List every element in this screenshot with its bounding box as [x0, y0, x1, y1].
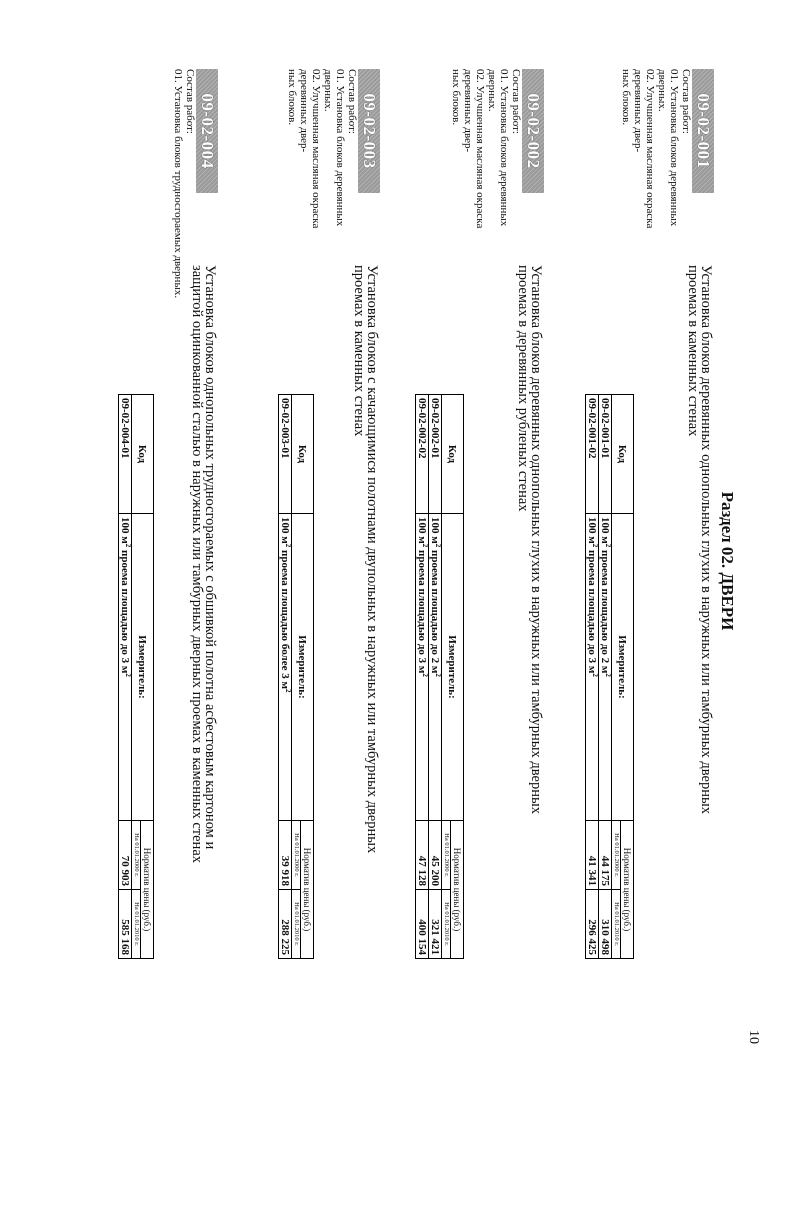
sostav-label: Состав работ:: [184, 69, 196, 134]
section-title: [686, 265, 712, 1205]
header-normativ: Норматив цены (руб.): [141, 821, 154, 959]
row-price-2000: 44 175: [599, 821, 612, 890]
work-item: 01. Установка блоков деревянных дверных.: [656, 69, 680, 227]
norm-table: [278, 394, 314, 959]
row-price-2000: 41 341: [586, 821, 599, 890]
norm-table: [585, 394, 634, 959]
sostav-label: Состав работ:: [346, 69, 358, 134]
section-title-line: проемах в деревянных рубленых стенах: [515, 265, 531, 512]
norm-table: [415, 394, 464, 959]
section-title-line: Установка блоков деревянных однопольных глухих в наружных или тамбурных дверных: [528, 265, 544, 814]
header-2010: На 01.01.2010 г.: [132, 890, 141, 959]
works-list: [172, 69, 184, 309]
header-izmeritel: Измеритель:: [132, 514, 154, 821]
row-price-2010: 288 225: [279, 890, 292, 959]
header-izmeritel: Измеритель:: [292, 514, 314, 821]
header-normativ: Норматив цены (руб.): [451, 821, 464, 959]
row-kod: 09-02-004-01: [119, 395, 132, 514]
works-list: [620, 69, 680, 249]
row-price-2010: 310 498: [599, 890, 612, 959]
section-code: 09-02-003: [358, 69, 380, 193]
header-kod: Код: [612, 395, 634, 514]
section-title: [352, 265, 378, 1205]
section-title-line: Установка блоков деревянных однопольных глухих в наружных или тамбурных дверных: [698, 265, 714, 814]
work-item: 01. Установка блоков деревянных дверных.: [322, 69, 346, 227]
page-title: Раздел 02. ДВЕРИ: [718, 491, 737, 631]
row-izmeritel: 100 $м^2$ проема площадью более 3 $м^2$: [279, 514, 292, 821]
header-kod: Код: [132, 395, 154, 514]
row-izmeritel: 100 $м^2$ проема площадью до 3 $м^2$: [119, 514, 132, 821]
section-title-line: Установка блоков однопольных трудносгораемых с обшивкой полотна асбестовым картоном и: [202, 265, 218, 850]
section-code: 09-02-002: [522, 69, 544, 193]
table-row: [599, 395, 612, 959]
table-row: [279, 395, 292, 959]
row-kod: 09-02-001-02: [586, 395, 599, 514]
header-2010: На 01.01.2010 г.: [612, 890, 621, 959]
table-row: [586, 395, 599, 959]
row-kod: 09-02-003-01: [279, 395, 292, 514]
section-title-line: проемах в каменных стенах: [685, 265, 701, 437]
row-izmeritel: 100 $м^2$ проема площадью до 2 $м^2$: [429, 514, 442, 821]
header-normativ: Норматив цены (руб.): [301, 821, 314, 959]
header-kod: Код: [292, 395, 314, 514]
row-price-2000: 47 128: [416, 821, 429, 890]
work-item: 01. Установка блоков трудносгораемых дверных.: [172, 69, 184, 299]
row-price-2000: 70 903: [119, 821, 132, 890]
table-row: [429, 395, 442, 959]
section-title-line: защитой оцинкованной сталью в наружных или тамбурных дверных проемах в каменных стенах: [189, 265, 205, 864]
section-code: 09-02-004: [196, 69, 218, 193]
work-item: ных блоков.: [286, 69, 298, 126]
row-kod: 09-02-001-01: [599, 395, 612, 514]
row-price-2010: 585 168: [119, 890, 132, 959]
works-list: [450, 69, 510, 249]
row-izmeritel: 100 $м^2$ проема площадью до 3 $м^2$: [416, 514, 429, 821]
section-title-line: проемах в каменных стенах: [351, 265, 367, 437]
work-item: 02. Улучшенная масляная окраска деревянных двер-: [632, 69, 656, 229]
norm-table: [118, 394, 154, 959]
work-item: 02. Улучшенная масляная окраска деревянных двер-: [298, 69, 322, 229]
sostav-label: Состав работ:: [510, 69, 522, 134]
row-kod: 09-02-002-02: [416, 395, 429, 514]
header-2010: На 01.01.2010 г.: [292, 890, 301, 959]
header-izmeritel: Измеритель:: [442, 514, 464, 821]
row-price-2010: 321 421: [429, 890, 442, 959]
header-izmeritel: Измеритель:: [612, 514, 634, 821]
row-kod: 09-02-002-01: [429, 395, 442, 514]
row-izmeritel: 100 $м^2$ проема площадью до 2 $м^2$: [599, 514, 612, 821]
header-kod: Код: [442, 395, 464, 514]
table-row: [119, 395, 132, 959]
work-item: 02. Улучшенная масляная окраска деревянных двер-: [462, 69, 486, 229]
row-price-2010: 400 154: [416, 890, 429, 959]
header-normativ: Норматив цены (руб.): [621, 821, 634, 959]
work-item: 01. Установка блоков деревянных дверных.: [486, 69, 510, 227]
works-list: [286, 69, 346, 249]
row-price-2000: 45 200: [429, 821, 442, 890]
header-2000: На 01.01.2000 г.: [612, 821, 621, 890]
sostav-label: Состав работ:: [680, 69, 692, 134]
section-title: [516, 265, 542, 1205]
section-title: [190, 265, 216, 1205]
header-2010: На 01.01.2010 г.: [442, 890, 451, 959]
work-item: ных блоков.: [620, 69, 632, 126]
header-2000: На 01.01.2000 г.: [442, 821, 451, 890]
section-code: 09-02-001: [692, 69, 714, 193]
table-row: [416, 395, 429, 959]
section-title-line: Установка блоков с качающимися полотнами двупольных в наружных или тамбурных дверных: [364, 265, 380, 854]
row-price-2010: 296 425: [586, 890, 599, 959]
row-izmeritel: 100 $м^2$ проема площадью до 3 $м^2$: [586, 514, 599, 821]
header-2000: На 01.01.2000 г.: [292, 821, 301, 890]
row-price-2000: 39 918: [279, 821, 292, 890]
header-2000: На 01.01.2000 г.: [132, 821, 141, 890]
page-number: 10: [746, 1030, 761, 1044]
work-item: ных блоков.: [450, 69, 462, 126]
